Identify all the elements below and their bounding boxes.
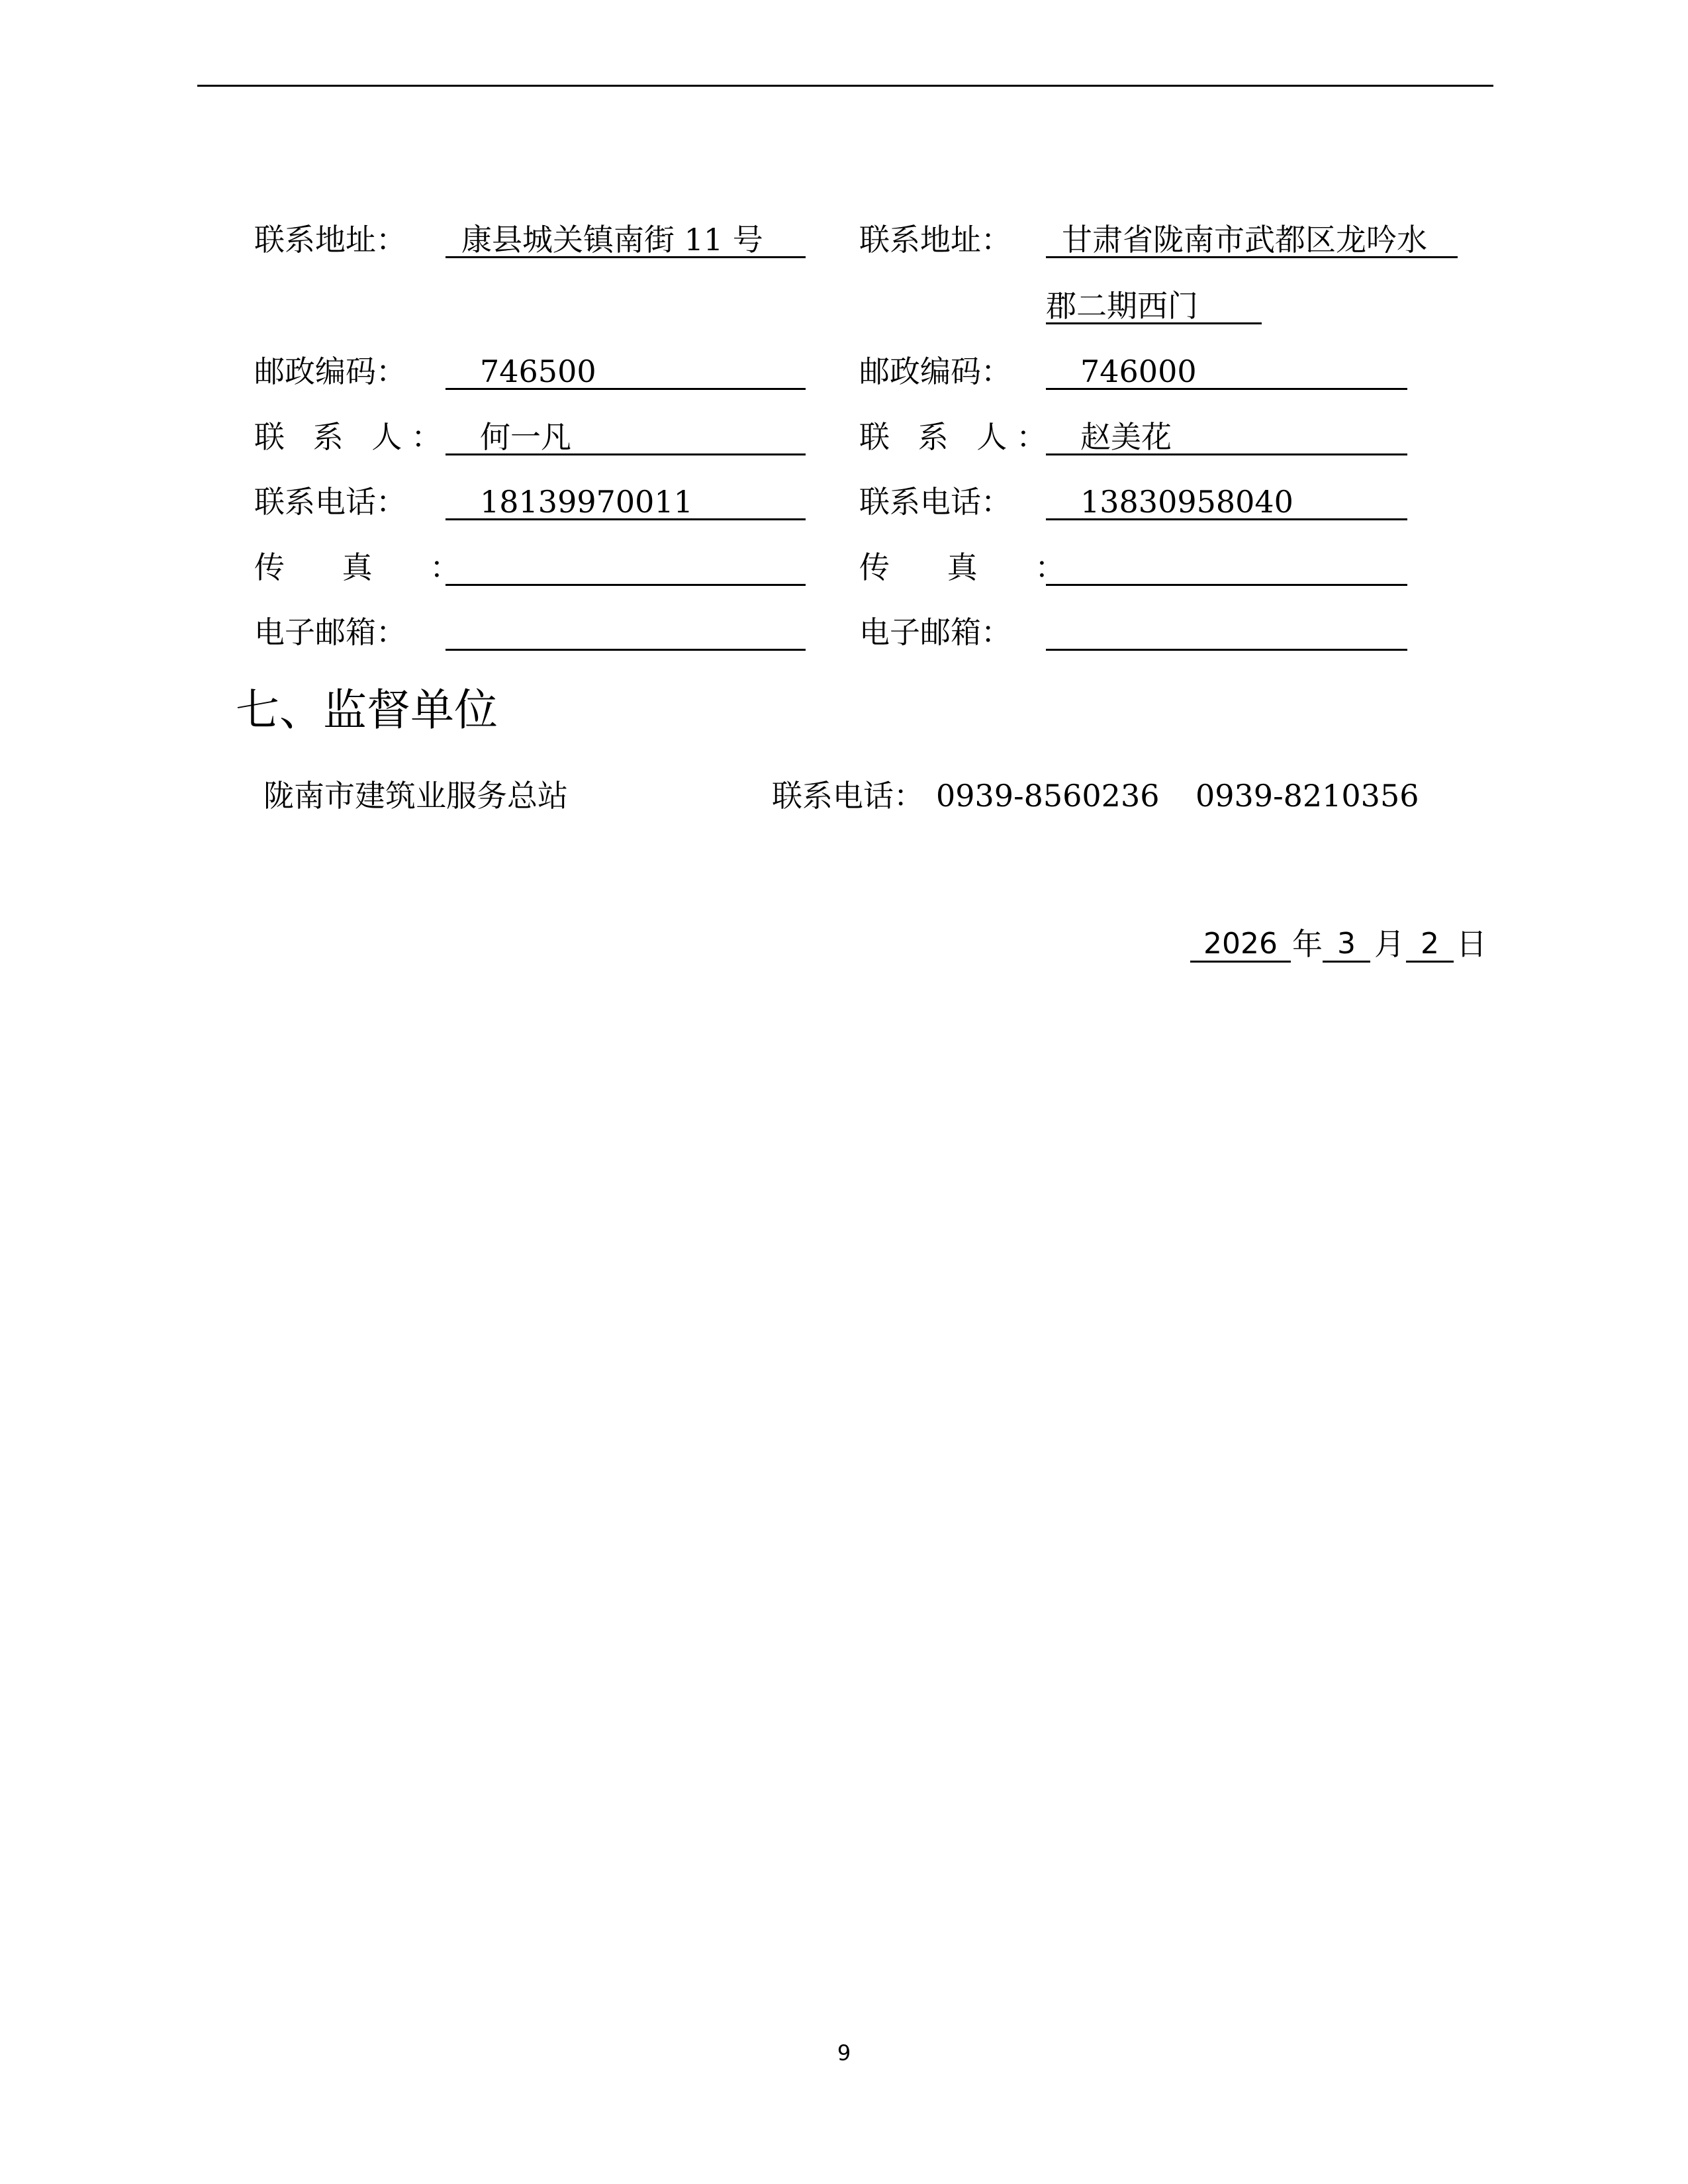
right-email-field	[1046, 612, 1407, 651]
right-address-label: 联系地址：	[859, 222, 1011, 258]
supervision-phone-1: 0939-8560236	[936, 778, 1160, 814]
supervision-phone-label: 联系电话：	[772, 778, 924, 814]
date-day-char: 日	[1456, 926, 1487, 962]
right-fax-label: 传 真 ：	[859, 549, 1090, 585]
right-postcode-value: 746000	[1080, 354, 1197, 389]
right-postcode-field	[1046, 352, 1407, 390]
right-address-value-line2: 郡二期西门	[1046, 288, 1198, 324]
header-rule	[197, 85, 1493, 87]
date-month: 3	[1323, 926, 1370, 963]
left-postcode-field	[445, 352, 806, 390]
page-number: 9	[837, 2040, 851, 2065]
right-address-field-line1	[1046, 220, 1458, 258]
left-address-label: 联系地址：	[254, 222, 406, 258]
left-fax-field	[445, 547, 806, 586]
left-email-label: 电子邮箱：	[254, 614, 406, 650]
left-phone-label: 联系电话：	[254, 484, 406, 520]
left-address-field	[445, 220, 806, 258]
right-phone-field	[1046, 482, 1407, 520]
right-contact-value: 赵美花	[1080, 419, 1172, 455]
left-phone-value: 18139970011	[480, 484, 693, 520]
right-fax-field	[1046, 547, 1407, 586]
right-phone-value: 13830958040	[1080, 484, 1293, 520]
date-day: 2	[1406, 926, 1454, 963]
supervision-unit-name: 陇南市建筑业服务总站	[263, 778, 568, 814]
right-phone-label: 联系电话：	[859, 484, 1011, 520]
date-year-char: 年	[1292, 926, 1323, 962]
supervision-phone-2: 0939-8210356	[1196, 778, 1419, 814]
left-contact-field	[445, 417, 806, 455]
right-email-label: 电子邮箱：	[859, 614, 1011, 650]
supervision-heading: 七、监督单位	[236, 685, 498, 736]
date-month-char: 月	[1374, 926, 1405, 962]
right-address-field-line2	[1046, 286, 1262, 324]
left-postcode-value: 746500	[480, 354, 596, 389]
left-contact-label: 联 系 人：	[254, 419, 451, 455]
right-address-value-line1: 甘肃省陇南市武都区龙吟水	[1062, 222, 1427, 258]
right-contact-field	[1046, 417, 1407, 455]
date-year: 2026	[1190, 926, 1291, 963]
left-postcode-label: 邮政编码：	[254, 354, 406, 389]
left-fax-label: 传 真 ：	[254, 549, 485, 585]
left-phone-field	[445, 482, 806, 520]
left-email-field	[445, 612, 806, 651]
right-postcode-label: 邮政编码：	[859, 354, 1011, 389]
left-contact-value: 何一凡	[480, 419, 571, 455]
left-address-value: 康县城关镇南街 11 号	[461, 222, 763, 258]
right-contact-label: 联 系 人：	[859, 419, 1056, 455]
